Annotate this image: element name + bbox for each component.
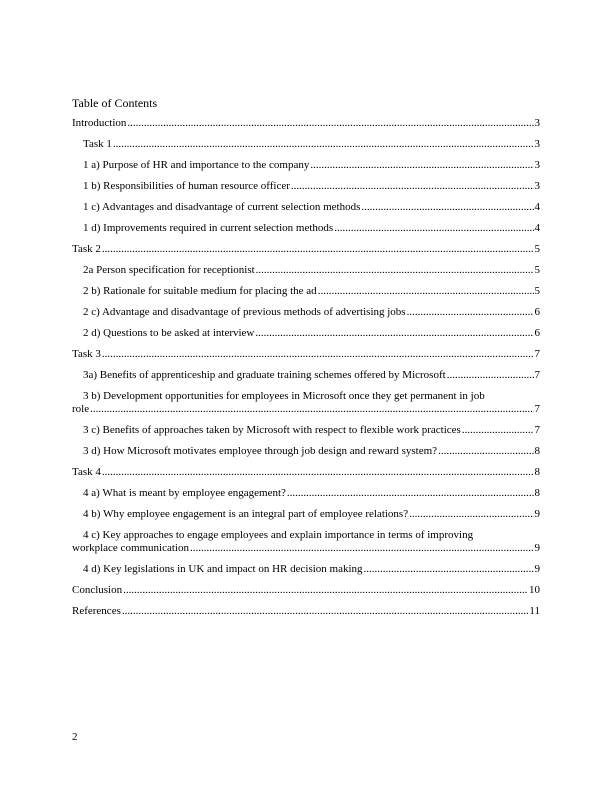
toc-leader-dots	[255, 327, 533, 340]
toc-leader-dots	[190, 542, 534, 555]
toc-leader-dots	[127, 117, 533, 130]
toc-entry-page: 3	[534, 159, 540, 171]
toc-leader-dots	[102, 243, 534, 256]
toc-entry-page: 5	[534, 285, 540, 297]
toc-entry-text: Introduction	[72, 117, 127, 129]
toc-entry-page: 8	[534, 466, 540, 478]
toc-entry-text: role	[72, 403, 90, 415]
toc-entry[interactable]	[72, 487, 540, 500]
toc-leader-dots	[287, 487, 534, 500]
toc-leader-dots	[364, 563, 534, 576]
toc-entry-page: 4	[534, 222, 540, 234]
toc-leader-dots	[291, 180, 534, 193]
toc-leader-dots	[310, 159, 533, 172]
toc-leader-dots	[361, 201, 533, 214]
toc-leader-dots	[102, 466, 534, 479]
toc-entry-page: 3	[534, 180, 540, 192]
toc-entry-page: 9	[534, 563, 540, 575]
toc-title: Table of Contents	[72, 96, 158, 110]
toc-entry[interactable]	[72, 508, 540, 521]
toc-entry[interactable]	[72, 180, 540, 193]
toc-leader-dots	[334, 222, 533, 235]
toc-entry-page: 8	[534, 487, 540, 499]
toc-entry-page: 9	[534, 508, 540, 520]
toc-leader-dots	[462, 424, 534, 437]
toc-leader-dots	[90, 403, 533, 416]
toc-leader-dots	[122, 605, 529, 618]
toc-entry[interactable]	[72, 445, 540, 458]
toc-entry[interactable]	[72, 424, 540, 437]
toc-leader-dots	[318, 285, 534, 298]
toc-entry-page: 5	[534, 264, 540, 276]
toc-entry-page: 9	[534, 542, 540, 554]
toc-entry-text: 2a Person specification for receptionist	[83, 264, 255, 276]
toc-leader-dots	[123, 584, 528, 597]
toc-entry-text: 2 d) Questions to be asked at interview	[83, 327, 255, 339]
toc-entry-text: 1 d) Improvements required in current selection methods	[83, 222, 334, 234]
toc-entry[interactable]	[72, 201, 540, 214]
toc-leader-dots	[409, 508, 533, 521]
toc-entry-page: 6	[534, 327, 540, 339]
toc-entry[interactable]	[72, 390, 540, 416]
toc-entry[interactable]	[72, 138, 540, 151]
toc-entry-text: 4 b) Why employee engagement is an integral part of employee relations?	[83, 508, 409, 520]
page-number: 2	[72, 731, 78, 743]
toc-entry-text: Task 3	[72, 348, 101, 360]
toc-leader-dots	[438, 445, 533, 458]
toc-entry-page: 7	[534, 369, 540, 381]
toc-entry-text: Conclusion	[72, 584, 123, 596]
toc-entry-page: 7	[534, 348, 540, 360]
toc-entry-text: Task 1	[83, 138, 112, 150]
toc-entry-text-line1: 4 c) Key approaches to engage employees and explain importance in terms of improving	[83, 529, 474, 541]
toc-entry[interactable]	[72, 529, 540, 555]
toc-entry[interactable]	[72, 306, 540, 319]
toc-entry-page: 7	[534, 403, 540, 415]
toc-entry[interactable]	[72, 605, 540, 618]
toc-entry[interactable]	[72, 243, 540, 256]
toc-entry[interactable]	[72, 563, 540, 576]
toc-entry-page: 5	[534, 243, 540, 255]
toc-entry[interactable]	[72, 285, 540, 298]
toc-entry-text: 3 c) Benefits of approaches taken by Microsoft with respect to flexible work practices	[83, 424, 461, 436]
toc-entry-text: 2 b) Rationale for suitable medium for placing the ad	[83, 285, 317, 297]
toc-entry-page: 3	[534, 138, 540, 150]
toc-entry-text: 3a) Benefits of apprenticeship and graduate training schemes offered by Microsoft	[83, 369, 446, 381]
toc-entry-page: 11	[529, 605, 540, 617]
toc-entry[interactable]	[72, 159, 540, 172]
toc-entry-page: 4	[534, 201, 540, 213]
toc-leader-dots	[407, 306, 534, 319]
toc-entry-text: References	[72, 605, 121, 617]
toc-entry-text: 3 d) How Microsoft motivates employee through job design and reward system?	[83, 445, 438, 457]
toc-entry-page: 10	[529, 584, 540, 596]
toc-entry[interactable]	[72, 466, 540, 479]
toc-entry-page: 3	[534, 117, 540, 129]
toc-entry[interactable]	[72, 222, 540, 235]
toc-entry-page: 8	[534, 445, 540, 457]
toc-leader-dots	[113, 138, 534, 151]
toc-entry-text: 2 c) Advantage and disadvantage of previous methods of advertising jobs	[83, 306, 406, 318]
toc-entry-text-line1: 3 b) Development opportunities for employees in Microsoft once they get permanent in job	[83, 390, 485, 402]
toc-entry[interactable]	[72, 348, 540, 361]
toc-entry[interactable]	[72, 117, 540, 130]
toc-entry[interactable]	[72, 369, 540, 382]
toc-entry-text: 1 c) Advantages and disadvantage of current selection methods	[83, 201, 361, 213]
toc-leader-dots	[256, 264, 534, 277]
toc-entry[interactable]	[72, 327, 540, 340]
toc-leader-dots	[102, 348, 534, 361]
toc-entry-page: 6	[534, 306, 540, 318]
toc-entry[interactable]	[72, 264, 540, 277]
toc-leader-dots	[447, 369, 534, 382]
toc-entry-text: Task 2	[72, 243, 101, 255]
toc-entry-text: 1 a) Purpose of HR and importance to the company	[83, 159, 310, 171]
table-of-contents	[72, 117, 540, 626]
toc-entry-text: 4 d) Key legislations in UK and impact on HR decision making	[83, 563, 363, 575]
toc-entry-text: workplace communication	[72, 542, 189, 554]
toc-entry-page: 7	[534, 424, 540, 436]
toc-entry-text: Task 4	[72, 466, 101, 478]
toc-entry-text: 1 b) Responsibilities of human resource officer	[83, 180, 290, 192]
toc-entry-text: 4 a) What is meant by employee engagement?	[83, 487, 286, 499]
toc-entry[interactable]	[72, 584, 540, 597]
